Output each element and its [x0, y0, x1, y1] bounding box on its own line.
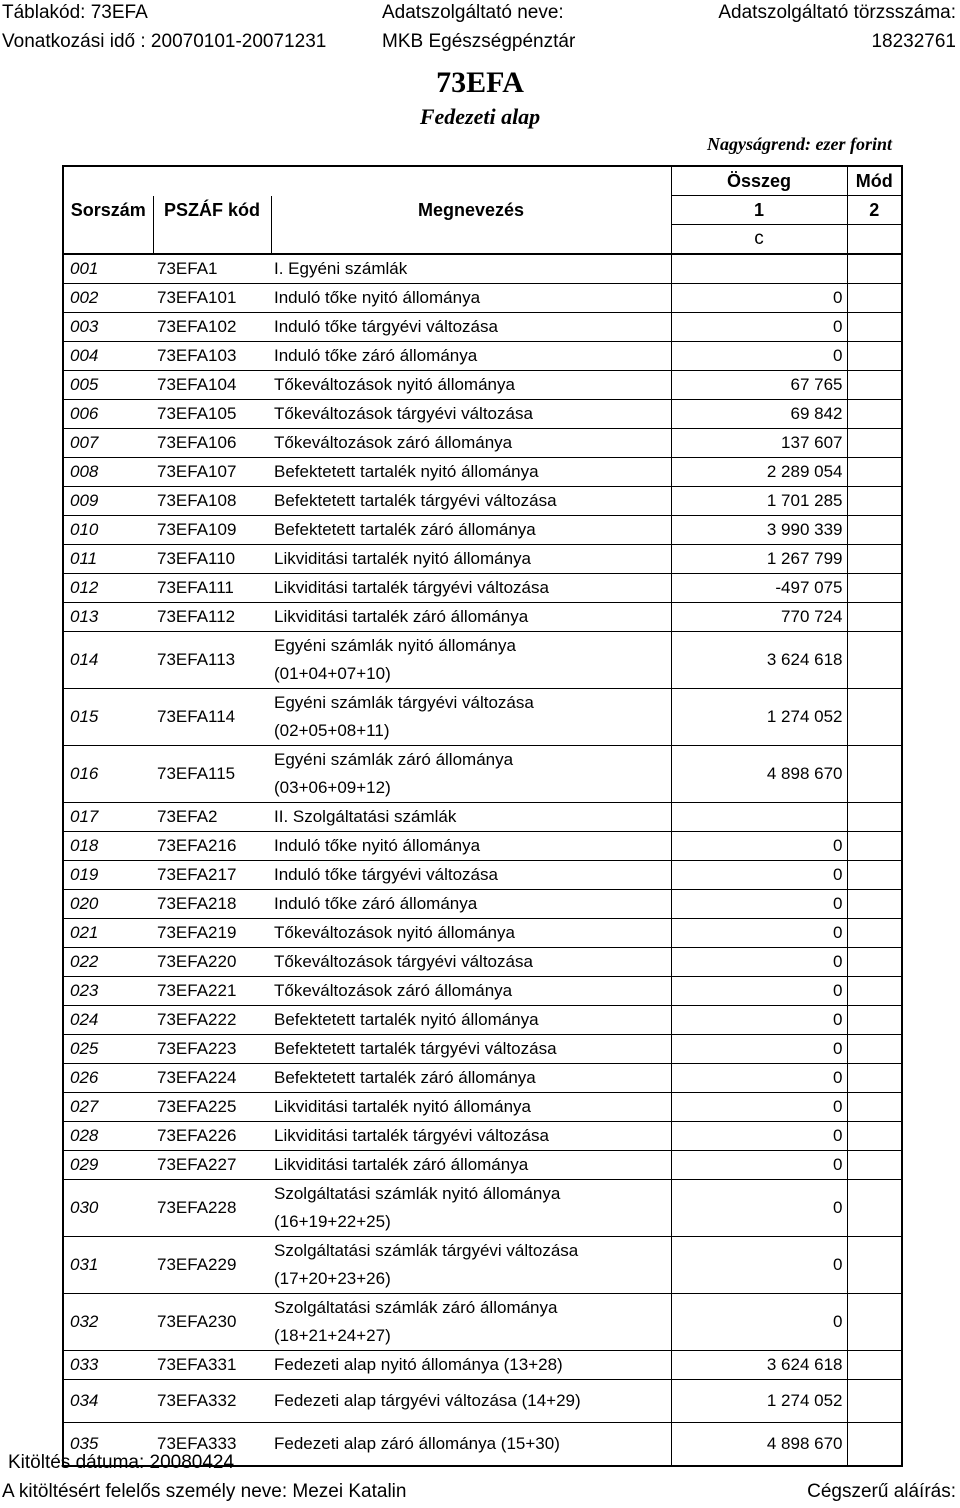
row-number: 026 — [63, 1064, 153, 1093]
row-code: 73EFA114 — [153, 689, 271, 746]
row-amount: 0 — [671, 1122, 847, 1151]
row-amount: 0 — [671, 284, 847, 313]
row-name — [271, 803, 671, 832]
row-code: 73EFA104 — [153, 371, 271, 400]
row-name-line: Tőkeváltozások nyitó állománya — [274, 923, 515, 942]
row-mode — [847, 313, 902, 342]
row-mode — [847, 1064, 902, 1093]
table-row — [63, 400, 902, 429]
row-number: 024 — [63, 1006, 153, 1035]
row-name — [271, 1351, 671, 1380]
row-amount: 0 — [671, 919, 847, 948]
registry-label: Adatszolgáltató törzsszáma: — [718, 2, 956, 23]
row-number: 029 — [63, 1151, 153, 1180]
row-name-line: Befektetett tartalék tárgyévi változása — [274, 1039, 557, 1058]
row-name — [271, 284, 671, 313]
registry-number: 18232761 — [871, 31, 956, 52]
row-name-line: Befektetett tartalék tárgyévi változása — [274, 491, 557, 510]
row-code: 73EFA219 — [153, 919, 271, 948]
row-amount: 3 624 618 — [671, 1351, 847, 1380]
row-number: 002 — [63, 284, 153, 313]
row-name-line: Tőkeváltozások tárgyévi változása — [274, 404, 533, 423]
row-name — [271, 832, 671, 861]
row-number: 009 — [63, 487, 153, 516]
row-amount: -497 075 — [671, 574, 847, 603]
signature-label: Cégszerű aláírás: — [807, 1481, 956, 1502]
row-name-line: Tőkeváltozások záró állománya — [274, 981, 513, 1000]
table-row — [63, 516, 902, 545]
table-code: Táblakód: 73EFA — [2, 2, 148, 23]
row-name — [271, 400, 671, 429]
row-number: 027 — [63, 1093, 153, 1122]
col-amount-letter: c — [671, 225, 847, 255]
row-name — [271, 689, 671, 746]
row-mode — [847, 1423, 902, 1467]
row-name — [271, 458, 671, 487]
row-number: 019 — [63, 861, 153, 890]
row-number: 018 — [63, 832, 153, 861]
row-code: 73EFA222 — [153, 1006, 271, 1035]
row-name-line: Tőkeváltozások nyitó állománya — [274, 375, 515, 394]
row-amount — [671, 803, 847, 832]
row-code: 73EFA103 — [153, 342, 271, 371]
row-name — [271, 1122, 671, 1151]
row-mode — [847, 689, 902, 746]
row-name-line: Induló tőke tárgyévi változása — [274, 317, 498, 336]
table-row — [63, 1180, 902, 1237]
row-mode — [847, 632, 902, 689]
table-row — [63, 1151, 902, 1180]
col-pszaf: PSZÁF kód — [153, 196, 271, 225]
row-amount: 1 274 052 — [671, 689, 847, 746]
row-number: 021 — [63, 919, 153, 948]
row-name-line: II. Szolgáltatási számlák — [274, 807, 457, 826]
table-row — [63, 832, 902, 861]
row-amount: 0 — [671, 1006, 847, 1035]
row-name-line: Induló tőke nyitó állománya — [274, 836, 481, 855]
row-number: 014 — [63, 632, 153, 689]
row-name — [271, 1294, 671, 1351]
row-name-line: Befektetett tartalék nyitó állománya — [274, 462, 539, 481]
row-amount: 4 898 670 — [671, 1423, 847, 1467]
row-amount: 3 990 339 — [671, 516, 847, 545]
row-code: 73EFA102 — [153, 313, 271, 342]
row-mode — [847, 977, 902, 1006]
row-name — [271, 977, 671, 1006]
row-mode — [847, 746, 902, 803]
row-name — [271, 254, 671, 284]
row-amount: 0 — [671, 1180, 847, 1237]
table-row — [63, 803, 902, 832]
row-name-formula: (16+19+22+25) — [274, 1212, 391, 1231]
row-amount: 0 — [671, 861, 847, 890]
row-name-line: Szolgáltatási számlák záró állománya — [274, 1298, 558, 1317]
row-code: 73EFA332 — [153, 1380, 271, 1423]
row-name-line: Tőkeváltozások záró állománya — [274, 433, 513, 452]
table-row — [63, 487, 902, 516]
row-name — [271, 516, 671, 545]
row-code: 73EFA224 — [153, 1064, 271, 1093]
row-name-line: Likviditási tartalék nyitó állománya — [274, 549, 532, 568]
row-name-line: Egyéni számlák tárgyévi változása — [274, 693, 534, 712]
row-name-formula: (17+20+23+26) — [274, 1269, 391, 1288]
row-name-line: Induló tőke nyitó állománya — [274, 288, 481, 307]
row-code: 73EFA105 — [153, 400, 271, 429]
row-amount: 0 — [671, 948, 847, 977]
row-amount: 0 — [671, 313, 847, 342]
row-name — [271, 1006, 671, 1035]
row-name-formula: (02+05+08+11) — [274, 721, 390, 740]
table-row — [63, 254, 902, 284]
table-row — [63, 574, 902, 603]
row-mode — [847, 429, 902, 458]
row-code: 73EFA220 — [153, 948, 271, 977]
row-name — [271, 1093, 671, 1122]
row-name-formula: (18+21+24+27) — [274, 1326, 391, 1345]
row-number: 004 — [63, 342, 153, 371]
row-code: 73EFA331 — [153, 1351, 271, 1380]
table-row — [63, 1064, 902, 1093]
table-row — [63, 977, 902, 1006]
table-row — [63, 689, 902, 746]
row-mode — [847, 1035, 902, 1064]
row-name — [271, 1380, 671, 1423]
row-name — [271, 861, 671, 890]
col-no: Sorszám — [63, 196, 153, 225]
row-amount: 69 842 — [671, 400, 847, 429]
row-code: 73EFA110 — [153, 545, 271, 574]
row-amount: 4 898 670 — [671, 746, 847, 803]
row-name — [271, 1237, 671, 1294]
row-name — [271, 746, 671, 803]
row-mode — [847, 832, 902, 861]
row-code: 73EFA109 — [153, 516, 271, 545]
row-name-line: Szolgáltatási számlák tárgyévi változása — [274, 1241, 579, 1260]
row-mode — [847, 1351, 902, 1380]
row-code: 73EFA2 — [153, 803, 271, 832]
row-name-line: Befektetett tartalék záró állománya — [274, 520, 536, 539]
table-row — [63, 1122, 902, 1151]
row-name — [271, 603, 671, 632]
row-amount: 1 267 799 — [671, 545, 847, 574]
row-amount: 0 — [671, 1064, 847, 1093]
row-mode — [847, 1151, 902, 1180]
row-code: 73EFA108 — [153, 487, 271, 516]
row-mode — [847, 1122, 902, 1151]
row-amount: 0 — [671, 1294, 847, 1351]
row-amount: 0 — [671, 1151, 847, 1180]
row-mode — [847, 1237, 902, 1294]
row-number: 007 — [63, 429, 153, 458]
row-amount: 770 724 — [671, 603, 847, 632]
row-number: 012 — [63, 574, 153, 603]
reporting-period: Vonatkozási idő : 20070101-20071231 — [2, 31, 327, 52]
table-row — [63, 1351, 902, 1380]
row-code: 73EFA227 — [153, 1151, 271, 1180]
row-number: 025 — [63, 1035, 153, 1064]
row-amount: 1 701 285 — [671, 487, 847, 516]
row-mode — [847, 545, 902, 574]
row-amount: 67 765 — [671, 371, 847, 400]
row-mode — [847, 803, 902, 832]
row-number: 031 — [63, 1237, 153, 1294]
row-name-line: Szolgáltatási számlák nyitó állománya — [274, 1184, 561, 1203]
row-amount: 0 — [671, 890, 847, 919]
row-mode — [847, 458, 902, 487]
row-mode — [847, 603, 902, 632]
table-row — [63, 746, 902, 803]
row-name — [271, 313, 671, 342]
row-name — [271, 1151, 671, 1180]
row-name-formula: (03+06+09+12) — [274, 778, 391, 797]
row-mode — [847, 948, 902, 977]
row-mode — [847, 487, 902, 516]
row-number: 001 — [63, 254, 153, 284]
row-code: 73EFA221 — [153, 977, 271, 1006]
provider-name: MKB Egészségpénztár — [382, 31, 576, 52]
row-mode — [847, 1380, 902, 1423]
row-name-line: Fedezeti alap nyitó állománya (13+28) — [274, 1355, 563, 1374]
row-name-line: Likviditási tartalék nyitó állománya — [274, 1097, 532, 1116]
row-code: 73EFA226 — [153, 1122, 271, 1151]
row-mode — [847, 919, 902, 948]
row-amount: 0 — [671, 1237, 847, 1294]
table-row — [63, 861, 902, 890]
row-amount: 2 289 054 — [671, 458, 847, 487]
row-amount: 0 — [671, 1093, 847, 1122]
unit-note: Nagyságrend: ezer forint — [707, 134, 892, 154]
col-name: Megnevezés — [417, 199, 525, 220]
row-number: 010 — [63, 516, 153, 545]
row-number: 035 — [63, 1423, 153, 1467]
row-number: 032 — [63, 1294, 153, 1351]
row-name — [271, 1180, 671, 1237]
row-code: 73EFA111 — [153, 574, 271, 603]
page-subtitle: Fedezeti alap — [419, 104, 541, 129]
table-row — [63, 313, 902, 342]
row-name-line: Fedezeti alap záró állománya (15+30) — [274, 1434, 560, 1453]
table-row — [63, 919, 902, 948]
table-row — [63, 284, 902, 313]
row-code: 73EFA218 — [153, 890, 271, 919]
row-code: 73EFA217 — [153, 861, 271, 890]
row-code: 73EFA1 — [153, 254, 271, 284]
table-row — [63, 545, 902, 574]
table-row — [63, 1006, 902, 1035]
row-amount — [671, 254, 847, 284]
row-code: 73EFA228 — [153, 1180, 271, 1237]
table-row — [63, 1035, 902, 1064]
row-amount: 3 624 618 — [671, 632, 847, 689]
row-mode — [847, 254, 902, 284]
row-name-line: Likviditási tartalék záró állománya — [274, 607, 529, 626]
table-row — [63, 948, 902, 977]
row-number: 003 — [63, 313, 153, 342]
row-code: 73EFA230 — [153, 1294, 271, 1351]
row-mode — [847, 400, 902, 429]
row-code: 73EFA107 — [153, 458, 271, 487]
row-name-line: Induló tőke záró állománya — [274, 346, 478, 365]
row-number: 033 — [63, 1351, 153, 1380]
table-row — [63, 371, 902, 400]
table-row — [63, 632, 902, 689]
row-code: 73EFA112 — [153, 603, 271, 632]
row-mode — [847, 371, 902, 400]
row-code: 73EFA115 — [153, 746, 271, 803]
row-mode — [847, 890, 902, 919]
table-row — [63, 1294, 902, 1351]
row-name — [271, 342, 671, 371]
row-code: 73EFA106 — [153, 429, 271, 458]
row-code: 73EFA229 — [153, 1237, 271, 1294]
row-name — [271, 1035, 671, 1064]
row-mode — [847, 516, 902, 545]
row-name-line: Befektetett tartalék nyitó állománya — [274, 1010, 539, 1029]
row-number: 030 — [63, 1180, 153, 1237]
row-mode — [847, 574, 902, 603]
row-name-line: Likviditási tartalék záró állománya — [274, 1155, 529, 1174]
row-name — [271, 487, 671, 516]
row-mode — [847, 342, 902, 371]
row-code: 73EFA216 — [153, 832, 271, 861]
row-code: 73EFA101 — [153, 284, 271, 313]
row-number: 005 — [63, 371, 153, 400]
row-name — [271, 429, 671, 458]
row-number: 022 — [63, 948, 153, 977]
row-name — [271, 1423, 671, 1467]
row-name-line: Likviditási tartalék tárgyévi változása — [274, 1126, 549, 1145]
row-amount: 0 — [671, 1035, 847, 1064]
table-row — [63, 890, 902, 919]
table-row — [63, 1237, 902, 1294]
page-title: 73EFA — [436, 66, 524, 99]
col-amount: Összeg — [671, 166, 847, 196]
row-mode — [847, 1006, 902, 1035]
row-mode — [847, 1180, 902, 1237]
col-mode: Mód — [847, 166, 902, 196]
row-name-line: Induló tőke tárgyévi változása — [274, 865, 498, 884]
row-name-line: Induló tőke záró állománya — [274, 894, 478, 913]
fill-date: Kitöltés dátuma: 20080424 — [8, 1452, 235, 1473]
row-amount: 0 — [671, 977, 847, 1006]
row-number: 023 — [63, 977, 153, 1006]
table-row — [63, 429, 902, 458]
row-name-line: I. Egyéni számlák — [274, 259, 408, 278]
row-mode — [847, 861, 902, 890]
row-amount: 1 274 052 — [671, 1380, 847, 1423]
row-name — [271, 948, 671, 977]
fund-table — [62, 165, 903, 1467]
row-name — [271, 919, 671, 948]
row-number: 011 — [63, 545, 153, 574]
row-number: 013 — [63, 603, 153, 632]
row-number: 034 — [63, 1380, 153, 1423]
row-name-line: Likviditási tartalék tárgyévi változása — [274, 578, 549, 597]
row-number: 015 — [63, 689, 153, 746]
row-mode — [847, 284, 902, 313]
row-number: 028 — [63, 1122, 153, 1151]
row-name — [271, 1064, 671, 1093]
row-name-line: Egyéni számlák záró állománya — [274, 750, 514, 769]
row-name-formula: (01+04+07+10) — [274, 664, 391, 683]
row-number: 017 — [63, 803, 153, 832]
provider-label: Adatszolgáltató neve: — [382, 2, 564, 23]
row-name — [271, 890, 671, 919]
table-row — [63, 458, 902, 487]
row-number: 008 — [63, 458, 153, 487]
table-row — [63, 1093, 902, 1122]
row-name — [271, 371, 671, 400]
row-code: 73EFA333 — [153, 1423, 271, 1467]
row-amount: 0 — [671, 832, 847, 861]
row-code: 73EFA113 — [153, 632, 271, 689]
row-code: 73EFA223 — [153, 1035, 271, 1064]
row-name-line: Egyéni számlák nyitó állománya — [274, 636, 516, 655]
row-name-line: Fedezeti alap tárgyévi változása (14+29) — [274, 1391, 581, 1410]
row-number: 020 — [63, 890, 153, 919]
responsible-person: A kitöltésért felelős személy neve: Mezei Katalin — [2, 1481, 407, 1502]
col-mode-num: 2 — [847, 196, 902, 225]
row-number: 016 — [63, 746, 153, 803]
row-name — [271, 632, 671, 689]
row-number: 006 — [63, 400, 153, 429]
row-mode — [847, 1093, 902, 1122]
row-code: 73EFA225 — [153, 1093, 271, 1122]
table-row — [63, 603, 902, 632]
table-row — [63, 1380, 902, 1423]
row-amount: 0 — [671, 342, 847, 371]
row-name — [271, 574, 671, 603]
row-name-line: Tőkeváltozások tárgyévi változása — [274, 952, 533, 971]
table-row — [63, 342, 902, 371]
row-name-line: Befektetett tartalék záró állománya — [274, 1068, 536, 1087]
row-name — [271, 545, 671, 574]
row-mode — [847, 1294, 902, 1351]
row-amount: 137 607 — [671, 429, 847, 458]
col-amount-num: 1 — [671, 196, 847, 225]
